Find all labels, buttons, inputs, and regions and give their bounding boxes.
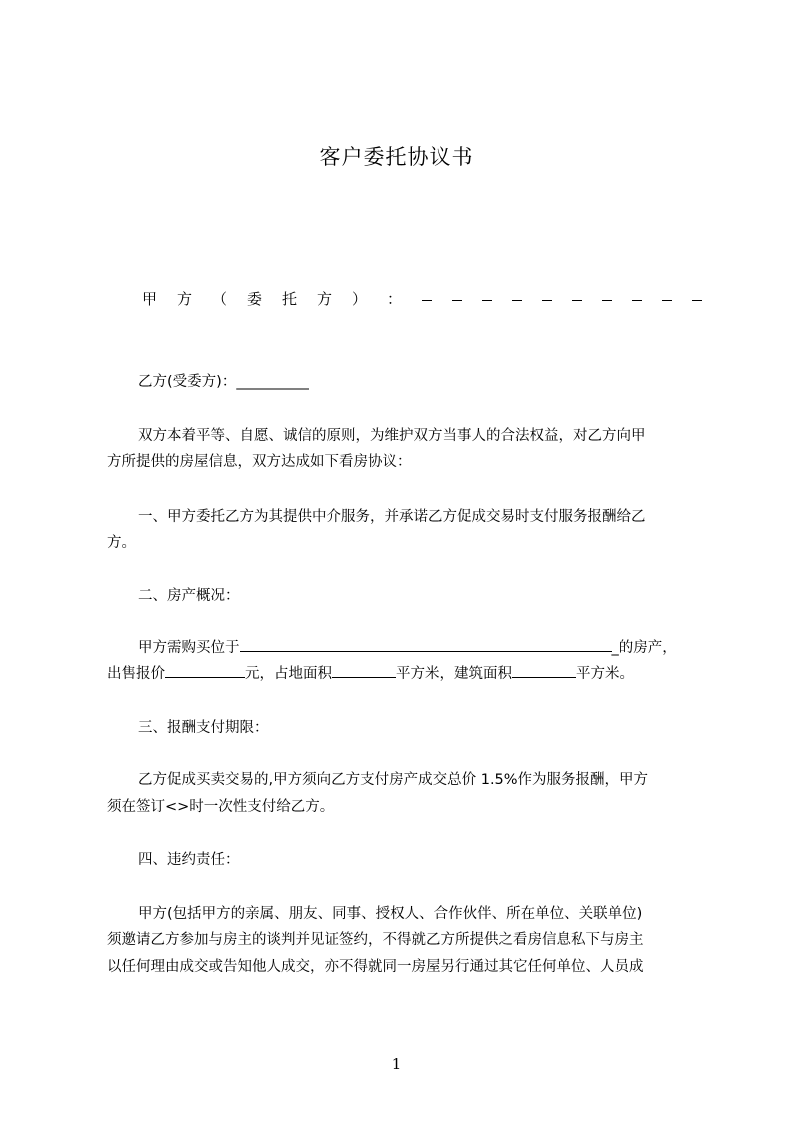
land-area-label: 元，占地面积 bbox=[245, 666, 332, 682]
price-label: 出售报价 bbox=[107, 666, 165, 682]
document-title: 客户委托协议书 bbox=[319, 145, 474, 169]
clause2-heading: 二、房产概况： bbox=[138, 588, 240, 604]
party-a-blank bbox=[422, 288, 432, 301]
land-area-blank bbox=[332, 663, 396, 678]
clause2-line-2 bbox=[107, 663, 634, 685]
building-area-blank bbox=[512, 663, 576, 678]
party-a-blank bbox=[692, 288, 702, 301]
party-a-blank bbox=[542, 288, 552, 301]
clause4-heading: 四、违约责任： bbox=[138, 852, 240, 868]
building-area-label: 平方米，建筑面积 bbox=[396, 666, 512, 682]
party-a-char: 委 bbox=[247, 290, 263, 308]
party-b-label: 乙方(受委方)： bbox=[138, 374, 237, 390]
party-a-blank bbox=[512, 288, 522, 301]
clause3-heading: 三、报酬支付期限： bbox=[138, 720, 269, 736]
clause3-line-1: 乙方促成买卖交易的,甲方须向乙方支付房产成交总价 1.5%作为服务报酬，甲方 bbox=[138, 772, 649, 788]
building-area-unit: 平方米。 bbox=[576, 666, 634, 682]
party-a-char: （ bbox=[212, 290, 228, 308]
clause4-line-1: 甲方(包括甲方的亲属、朋友、同事、授权人、合作伙伴、所在单位、关联单位) bbox=[138, 906, 643, 922]
intro-line-1: 双方本着平等、自愿、诚信的原则，为维护双方当事人的合法权益，对乙方向甲 bbox=[138, 428, 646, 444]
party-a-blank bbox=[482, 288, 492, 301]
party-b-line bbox=[138, 371, 309, 393]
party-a-blank bbox=[662, 288, 672, 301]
clause2-line-1 bbox=[138, 637, 677, 659]
party-a-blank bbox=[602, 288, 612, 301]
party-a-char: 托 bbox=[282, 290, 298, 308]
party-a-blank bbox=[632, 288, 642, 301]
clause4-line-2: 须邀请乙方参加与房主的谈判并见证签约，不得就乙方所提供之看房信息私下与房主 bbox=[107, 932, 644, 948]
party-a-char: ） bbox=[352, 290, 368, 308]
clause3-line-2: 须在签订<>时一次性支付给乙方。 bbox=[107, 799, 335, 815]
property-location-blank bbox=[240, 637, 612, 652]
party-a-char: ： bbox=[387, 290, 403, 308]
clause4-line-3: 以任何理由成交或告知他人成交，亦不得就同一房屋另行通过其它任何单位、人员成 bbox=[107, 959, 644, 975]
party-a-char: 方 bbox=[317, 290, 333, 308]
page-number: 1 bbox=[391, 1055, 402, 1073]
price-blank bbox=[165, 663, 245, 678]
party-a-blank bbox=[452, 288, 462, 301]
party-a-blank bbox=[572, 288, 582, 301]
clause1-line-2: 方。 bbox=[107, 535, 136, 551]
property-location-label: 甲方需购买位于 bbox=[138, 640, 240, 656]
intro-line-2: 方所提供的房屋信息，双方达成如下看房协议： bbox=[107, 454, 412, 470]
party-b-blank: __________ bbox=[236, 374, 309, 390]
clause1-line-1: 一、甲方委托乙方为其提供中介服务，并承诺乙方促成交易时支付服务报酬给乙 bbox=[138, 509, 646, 525]
party-a-char: 甲 bbox=[142, 290, 158, 308]
party-a-line bbox=[142, 288, 702, 310]
property-suffix: _的房产， bbox=[611, 640, 677, 656]
party-a-char: 方 bbox=[177, 290, 193, 308]
